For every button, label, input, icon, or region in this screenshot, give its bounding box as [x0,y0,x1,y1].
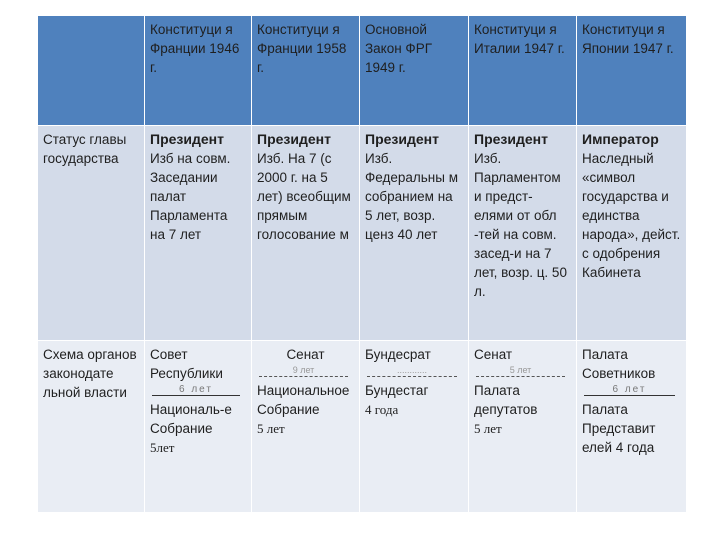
comparison-table [37,15,687,513]
cell-title: Президент [474,131,548,147]
cell-text: Изб. Федеральны м собранием на 5 лет, возр. ценз 40 лет [365,151,458,242]
header-italy-1947: Конституци я Италии 1947 г. [469,16,577,126]
term-length: 5 лет [474,421,502,436]
cell-text: Изб. Парламентом и предст-елями от обл -тей на совм. засед-и на 7 лет, возр. ц. 50 л. [474,151,567,299]
lower-chamber: Национальное Собрание [257,383,350,417]
row-label-head-of-state: Статус главы государства [38,126,145,341]
cell-title: Президент [150,131,224,147]
row-label-legislature: Схема органов законодате льной власти [38,341,145,513]
lower-chamber: Националь-е Собрание [150,402,232,436]
cell-text: Изб на совм. Заседании палат Парламента на 7 лет [150,151,231,242]
header-france-1946: Конституци я Франции 1946 г. [145,16,252,126]
lower-chamber: Палата депутатов [474,383,538,417]
term-length: 4 года [365,402,399,417]
table-cell [469,126,577,341]
table-cell [577,341,687,513]
chamber-divider: 6 лет [584,383,675,396]
cell-title: Президент [365,131,439,147]
header-corner-cell [38,16,145,126]
table-row-head-of-state [38,126,687,341]
cell-title: Президент [257,131,331,147]
upper-chamber: Сенат [474,347,513,362]
upper-chamber: Палата Советников [582,347,656,381]
header-japan-1947: Конституци я Японии 1947 г. [577,16,687,126]
lower-chamber: Палата Представит елей 4 года [582,402,656,455]
cell-text: Наследный «символ государства и единства народа», дейст. с одобрения Кабинета [582,151,681,280]
table-cell [469,341,577,513]
chamber-divider: 6 лет [152,383,240,396]
table-cell [252,341,360,513]
header-row [38,16,687,126]
upper-chamber: Совет Республики [150,347,223,381]
term-length: 5 лет [257,421,285,436]
table-cell [360,341,469,513]
table-row-legislature [38,341,687,513]
term-length: 5лет [150,440,175,455]
table-cell [360,126,469,341]
header-germany-1949: Основной Закон ФРГ 1949 г. [360,16,469,126]
lower-chamber: Бундестаг [365,383,429,398]
chamber-divider: 5 лет [476,364,565,377]
table-cell [252,126,360,341]
header-france-1958: Конституци я Франции 1958 г. [252,16,360,126]
cell-text: Изб. На 7 (с 2000 г. на 5 лет) всеобщим прямым голосование м [257,151,351,242]
cell-title: Император [582,131,659,147]
upper-chamber: Сенат [286,347,325,362]
table-cell [577,126,687,341]
chamber-divider: 9 лет [259,364,348,377]
table-cell [145,341,252,513]
upper-chamber: Бундесрат [365,347,431,362]
table-cell [145,126,252,341]
chamber-divider: ............ [367,364,457,377]
